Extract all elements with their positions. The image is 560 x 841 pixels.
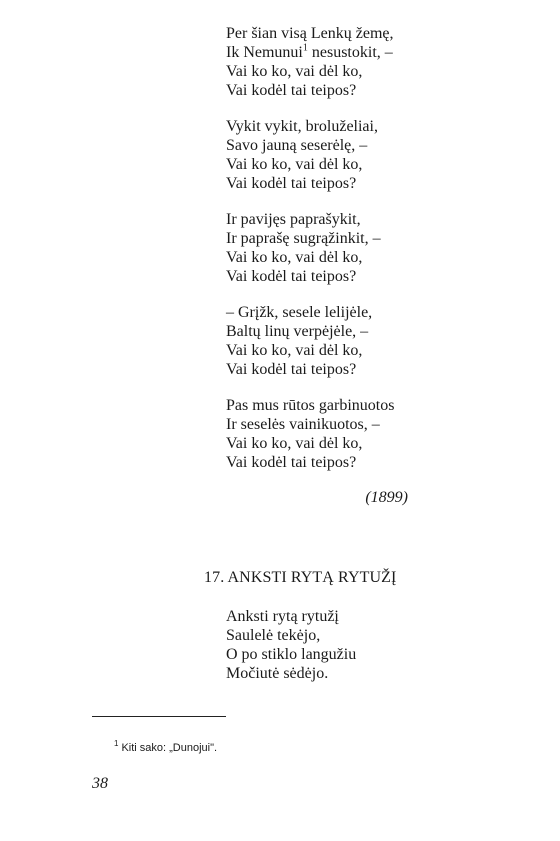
verse-line: Anksti rytą rytužį bbox=[226, 608, 339, 625]
verse-line: Ir seselės vainikuotos, – bbox=[226, 416, 380, 433]
verse-line: Vai kodėl tai teipos? bbox=[226, 175, 357, 192]
verse-line: Vai ko ko, vai dėl ko, bbox=[226, 435, 363, 452]
verse-line: Vai ko ko, vai dėl ko, bbox=[226, 156, 363, 173]
verse-line: Močiutė sėdėjo. bbox=[226, 665, 329, 682]
song-17-verse bbox=[226, 607, 426, 683]
verse-line: Vai ko ko, vai dėl ko, bbox=[226, 342, 363, 359]
verse-line: Baltų linų verpėjėle, – bbox=[226, 323, 369, 340]
verse-line: Vykit vykit, broluželiai, bbox=[226, 118, 378, 135]
footnote-mark: 1 bbox=[114, 739, 119, 749]
footnote-text: Kiti sako: „Dunojui". bbox=[121, 742, 218, 754]
stanza-3 bbox=[226, 210, 426, 286]
stanza-2 bbox=[226, 117, 426, 193]
verse-line: Saulelė tekėjo, bbox=[226, 627, 321, 644]
footnote-divider bbox=[92, 716, 226, 717]
verse-line: Vai kodėl tai teipos? bbox=[226, 361, 357, 378]
verse-line: Ir paprašę sugrąžinkit, – bbox=[226, 230, 381, 247]
footnote bbox=[114, 741, 217, 755]
verse-line-text: Ik Nemunui bbox=[226, 44, 303, 61]
stanza-5 bbox=[226, 396, 426, 472]
song-title: 17. ANKSTI RYTĄ RYTUŽĮ bbox=[204, 569, 397, 586]
verse-line: Pas mus rūtos garbinuotos bbox=[226, 397, 395, 414]
verse-line: Vai kodėl tai teipos? bbox=[226, 454, 357, 471]
footnote-reference: 1 bbox=[302, 42, 308, 54]
verse-line: Vai kodėl tai teipos? bbox=[226, 82, 357, 99]
verse-line: O po stiklo langužiu bbox=[226, 646, 357, 663]
verse-line: Ir pavijęs paprašykit, bbox=[226, 211, 361, 228]
stanza-4 bbox=[226, 303, 426, 379]
verse-line: Vai ko ko, vai dėl ko, bbox=[226, 249, 363, 266]
verse-line: Per šian visą Lenkų žemę, bbox=[226, 25, 394, 42]
verse-line: Savo jauną seserėlę, – bbox=[226, 137, 368, 154]
verse-line: Vai ko ko, vai dėl ko, bbox=[226, 63, 363, 80]
page-number: 38 bbox=[92, 775, 108, 792]
poem-date: (1899) bbox=[365, 489, 408, 506]
poem-continuation bbox=[226, 24, 426, 489]
verse-line: – Grįžk, sesele lelijėle, bbox=[226, 304, 373, 321]
verse-line-text: nesustokit, – bbox=[307, 44, 393, 61]
verse-line: Vai kodėl tai teipos? bbox=[226, 268, 357, 285]
verse-line bbox=[226, 43, 426, 62]
stanza-1 bbox=[226, 24, 426, 100]
